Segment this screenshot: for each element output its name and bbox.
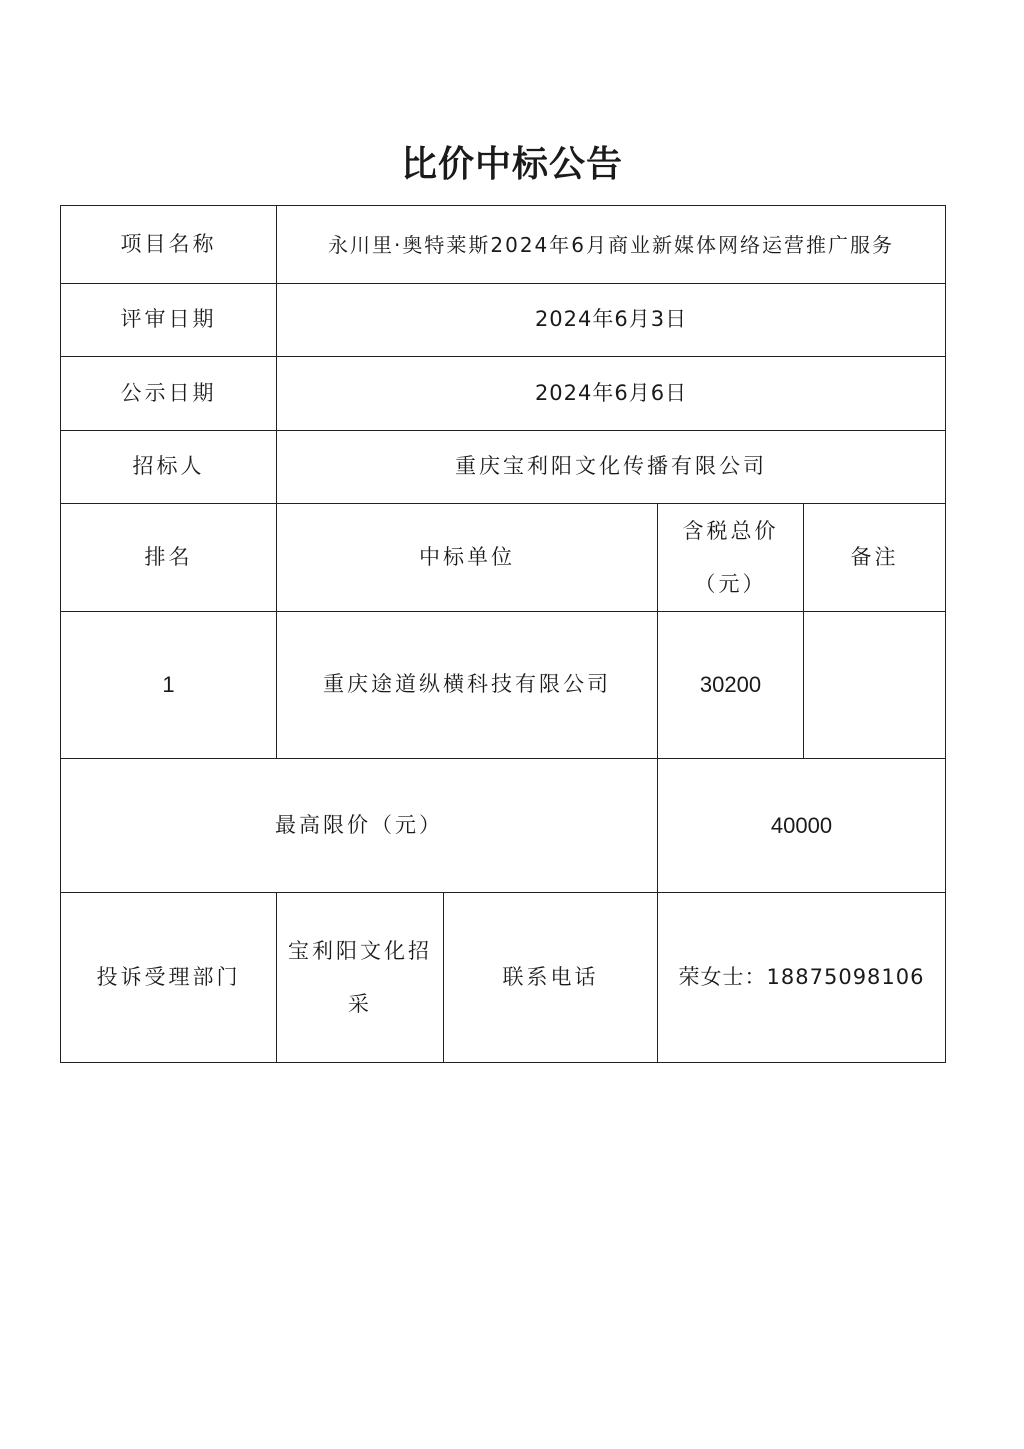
complaint-dept-line1: 宝利阳文化招 [288,939,432,963]
price-header-line1: 含税总价 [682,519,779,543]
review-date-value: 2024年6月3日 [277,284,946,357]
remark-header: 备注 [804,504,946,612]
winner-header: 中标单位 [277,504,658,612]
project-row [61,206,946,284]
tenderer-value: 重庆宝利阳文化传播有限公司 [277,431,946,504]
complaint-label: 投诉受理部门 [61,893,277,1063]
project-label: 项目名称 [61,206,277,284]
winner-cell: 重庆途道纵横科技有限公司 [277,612,658,759]
complaint-row [61,893,946,1063]
max-price-row [61,759,946,893]
table-row [61,612,946,759]
price-header [658,504,804,612]
contact-value: 荣女士：18875098106 [658,893,946,1063]
page-title: 比价中标公告 [400,144,623,185]
complaint-dept-line2: 采 [348,991,372,1016]
price-cell: 30200 [658,612,804,759]
rank-header: 排名 [61,504,277,612]
rank-cell: 1 [61,612,277,759]
tenderer-label: 招标人 [61,431,277,504]
publicity-date-label: 公示日期 [61,357,277,431]
complaint-dept [277,893,444,1063]
review-date-row [61,284,946,357]
tenderer-row [61,431,946,504]
bid-notice-table [60,205,946,1063]
max-price-label: 最高限价（元） [61,759,658,893]
price-header-line2: （元） [694,571,767,596]
max-price-value: 40000 [658,759,946,893]
remark-cell [804,612,946,759]
contact-label: 联系电话 [444,893,658,1063]
bid-header-row [61,504,946,612]
project-value: 永川里·奥特莱斯2024年6月商业新媒体网络运营推广服务 [277,206,946,284]
publicity-date-value: 2024年6月6日 [277,357,946,431]
publicity-date-row [61,357,946,431]
review-date-label: 评审日期 [61,284,277,357]
